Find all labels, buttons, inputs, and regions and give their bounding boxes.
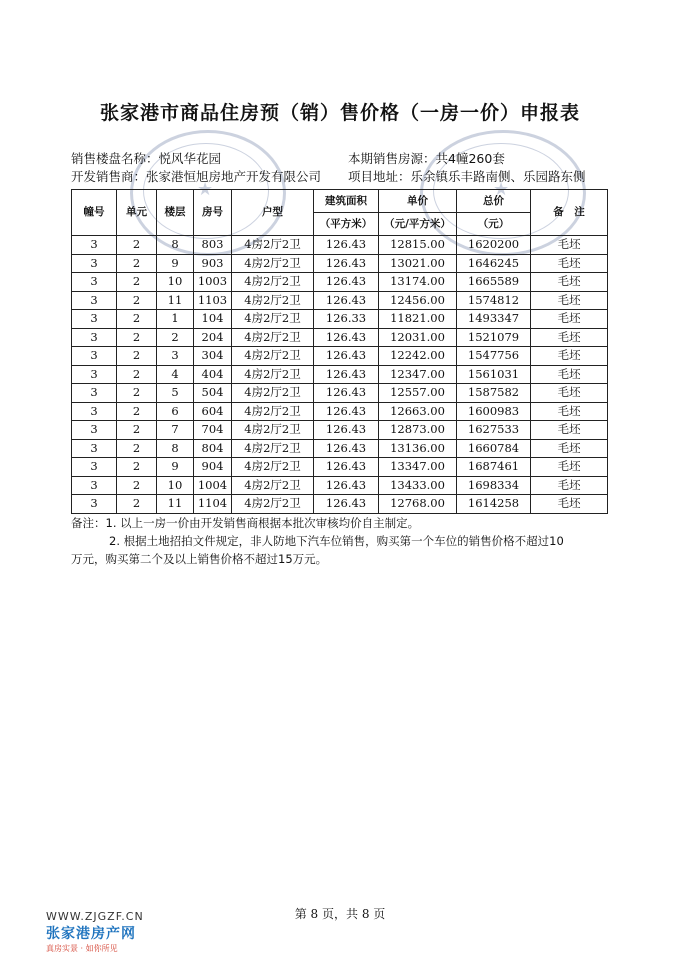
note-2-line-1: 2. 根据土地招拍文件规定，非人防地下汽车位销售，购买第一个车位的销售价格不超过10 — [109, 534, 564, 548]
address-value: 乐余镇乐丰路南侧、乐园路东侧 — [410, 169, 586, 184]
cell-layout: 4房2厅2卫 — [232, 495, 314, 514]
cell-area: 126.43 — [314, 476, 379, 495]
cell-unit-price: 12663.00 — [379, 402, 457, 421]
header-building: 幢号 — [72, 190, 117, 236]
table-row — [72, 347, 608, 366]
cell-remark: 毛坯 — [531, 347, 608, 366]
project-name-line — [71, 149, 221, 167]
cell-area: 126.43 — [314, 458, 379, 477]
cell-unit-price: 13433.00 — [379, 476, 457, 495]
table-row — [72, 365, 608, 384]
cell-building: 3 — [72, 495, 117, 514]
cell-floor: 10 — [157, 476, 194, 495]
cell-total: 1600983 — [457, 402, 531, 421]
cell-layout: 4房2厅2卫 — [232, 365, 314, 384]
table-row — [72, 291, 608, 310]
developer-label: 开发销售商： — [71, 169, 147, 184]
cell-unit: 2 — [117, 495, 157, 514]
cell-area: 126.33 — [314, 310, 379, 329]
cell-remark: 毛坯 — [531, 328, 608, 347]
table-body — [72, 236, 608, 514]
cell-unit-price: 13347.00 — [379, 458, 457, 477]
cell-remark: 毛坯 — [531, 365, 608, 384]
cell-remark: 毛坯 — [531, 291, 608, 310]
cell-remark: 毛坯 — [531, 384, 608, 403]
cell-total: 1587582 — [457, 384, 531, 403]
cell-floor: 6 — [157, 402, 194, 421]
header-area-unit: （平方米） — [314, 213, 379, 236]
cell-layout: 4房2厅2卫 — [232, 328, 314, 347]
cell-unit: 2 — [117, 291, 157, 310]
cell-floor: 9 — [157, 254, 194, 273]
cell-room: 904 — [194, 458, 232, 477]
cell-building: 3 — [72, 291, 117, 310]
note-1: 1. 以上一房一价由开发销售商根据本批次审核均价自主制定。 — [105, 516, 420, 530]
cell-unit-price: 13174.00 — [379, 273, 457, 292]
cell-remark: 毛坯 — [531, 254, 608, 273]
site-url: WWW.ZJGZF.CN — [46, 910, 144, 923]
cell-floor: 3 — [157, 347, 194, 366]
header-remark: 备 注 — [531, 190, 608, 236]
cell-area: 126.43 — [314, 402, 379, 421]
cell-remark: 毛坯 — [531, 421, 608, 440]
cell-area: 126.43 — [314, 328, 379, 347]
cell-area: 126.43 — [314, 291, 379, 310]
cell-remark: 毛坯 — [531, 476, 608, 495]
cell-area: 126.43 — [314, 347, 379, 366]
cell-remark: 毛坯 — [531, 273, 608, 292]
cell-room: 704 — [194, 421, 232, 440]
cell-unit: 2 — [117, 347, 157, 366]
developer-value: 张家港恒旭房地产开发有限公司 — [146, 169, 322, 184]
cell-unit-price: 11821.00 — [379, 310, 457, 329]
cell-floor: 1 — [157, 310, 194, 329]
cell-floor: 7 — [157, 421, 194, 440]
page-number: 第 8 页，共 8 页 — [294, 907, 386, 921]
cell-layout: 4房2厅2卫 — [232, 458, 314, 477]
table-row — [72, 236, 608, 255]
cell-unit: 2 — [117, 384, 157, 403]
cell-unit-price: 12873.00 — [379, 421, 457, 440]
cell-room: 1103 — [194, 291, 232, 310]
header-unit: 单元 — [117, 190, 157, 236]
cell-area: 126.43 — [314, 384, 379, 403]
cell-unit-price: 13136.00 — [379, 439, 457, 458]
cell-remark: 毛坯 — [531, 458, 608, 477]
cell-layout: 4房2厅2卫 — [232, 291, 314, 310]
cell-unit-price: 12557.00 — [379, 384, 457, 403]
cell-total: 1646245 — [457, 254, 531, 273]
cell-total: 1561031 — [457, 365, 531, 384]
cell-unit: 2 — [117, 273, 157, 292]
table-row — [72, 384, 608, 403]
cell-unit-price: 13021.00 — [379, 254, 457, 273]
cell-total: 1547756 — [457, 347, 531, 366]
cell-total: 1665589 — [457, 273, 531, 292]
cell-layout: 4房2厅2卫 — [232, 254, 314, 273]
cell-unit: 2 — [117, 476, 157, 495]
cell-building: 3 — [72, 439, 117, 458]
cell-building: 3 — [72, 458, 117, 477]
table-row — [72, 310, 608, 329]
cell-layout: 4房2厅2卫 — [232, 402, 314, 421]
site-name: 张家港房产网 — [46, 926, 136, 942]
note-2-line-2: 万元，购买第二个及以上销售价格不超过15万元。 — [71, 552, 328, 566]
cell-room: 304 — [194, 347, 232, 366]
project-name-value: 悦风华花园 — [158, 151, 222, 166]
header-floor: 楼层 — [157, 190, 194, 236]
cell-unit: 2 — [117, 365, 157, 384]
cell-unit-price: 12815.00 — [379, 236, 457, 255]
cell-total: 1521079 — [457, 328, 531, 347]
table-row — [72, 328, 608, 347]
cell-unit-price: 12347.00 — [379, 365, 457, 384]
cell-remark: 毛坯 — [531, 310, 608, 329]
cell-floor: 8 — [157, 439, 194, 458]
address-line — [348, 167, 586, 185]
table-row — [72, 458, 608, 477]
cell-building: 3 — [72, 328, 117, 347]
cell-unit-price: 12242.00 — [379, 347, 457, 366]
table-row — [72, 439, 608, 458]
developer-seal-stamp: ★ — [130, 130, 286, 256]
cell-total: 1493347 — [457, 310, 531, 329]
cell-remark: 毛坯 — [531, 495, 608, 514]
cell-floor: 9 — [157, 458, 194, 477]
header-unit-price-unit: （元/平方米） — [379, 213, 457, 236]
cell-unit: 2 — [117, 439, 157, 458]
cell-floor: 5 — [157, 384, 194, 403]
cell-unit-price: 12456.00 — [379, 291, 457, 310]
header-layout: 户型 — [232, 190, 314, 236]
cell-layout: 4房2厅2卫 — [232, 310, 314, 329]
developer-line — [71, 167, 321, 185]
cell-floor: 11 — [157, 495, 194, 514]
cell-area: 126.43 — [314, 236, 379, 255]
cell-unit: 2 — [117, 328, 157, 347]
cell-remark: 毛坯 — [531, 236, 608, 255]
table-row — [72, 421, 608, 440]
cell-total: 1687461 — [457, 458, 531, 477]
cell-total: 1574812 — [457, 291, 531, 310]
cell-unit-price: 12768.00 — [379, 495, 457, 514]
cell-building: 3 — [72, 254, 117, 273]
cell-room: 504 — [194, 384, 232, 403]
cell-unit: 2 — [117, 310, 157, 329]
cell-room: 804 — [194, 439, 232, 458]
table-row — [72, 495, 608, 514]
cell-unit: 2 — [117, 421, 157, 440]
cell-building: 3 — [72, 421, 117, 440]
header-total: 总价 — [457, 190, 531, 213]
cell-unit: 2 — [117, 236, 157, 255]
header-area: 建筑面积 — [314, 190, 379, 213]
cell-total: 1620200 — [457, 236, 531, 255]
listing-value: 共4幢260套 — [435, 151, 505, 166]
cell-total: 1698334 — [457, 476, 531, 495]
cell-unit: 2 — [117, 402, 157, 421]
cell-room: 1004 — [194, 476, 232, 495]
cell-area: 126.43 — [314, 495, 379, 514]
cell-remark: 毛坯 — [531, 439, 608, 458]
cell-unit: 2 — [117, 254, 157, 273]
header-total-unit: （元） — [457, 213, 531, 236]
cell-building: 3 — [72, 402, 117, 421]
cell-building: 3 — [72, 236, 117, 255]
cell-building: 3 — [72, 273, 117, 292]
cell-building: 3 — [72, 476, 117, 495]
cell-room: 104 — [194, 310, 232, 329]
price-table — [71, 189, 608, 514]
cell-layout: 4房2厅2卫 — [232, 347, 314, 366]
table-row — [72, 402, 608, 421]
cell-layout: 4房2厅2卫 — [232, 421, 314, 440]
cell-layout: 4房2厅2卫 — [232, 384, 314, 403]
site-slogan: 真房实景 · 如你所见 — [46, 944, 118, 953]
cell-floor: 10 — [157, 273, 194, 292]
table-row — [72, 254, 608, 273]
cell-layout: 4房2厅2卫 — [232, 439, 314, 458]
cell-room: 803 — [194, 236, 232, 255]
cell-building: 3 — [72, 365, 117, 384]
notes-section — [71, 514, 611, 568]
cell-area: 126.43 — [314, 273, 379, 292]
listing-line — [348, 149, 505, 167]
cell-building: 3 — [72, 384, 117, 403]
cell-unit-price: 12031.00 — [379, 328, 457, 347]
cell-area: 126.43 — [314, 254, 379, 273]
cell-layout: 4房2厅2卫 — [232, 273, 314, 292]
cell-remark: 毛坯 — [531, 402, 608, 421]
cell-floor: 4 — [157, 365, 194, 384]
bureau-seal-stamp: ★ — [420, 130, 586, 256]
address-label: 项目地址： — [348, 169, 411, 184]
table-row — [72, 273, 608, 292]
cell-room: 903 — [194, 254, 232, 273]
cell-room: 1104 — [194, 495, 232, 514]
listing-label: 本期销售房源： — [348, 151, 436, 166]
project-name-label: 销售楼盘名称： — [71, 151, 159, 166]
table-header-row — [72, 190, 608, 213]
table-row — [72, 476, 608, 495]
cell-area: 126.43 — [314, 421, 379, 440]
cell-building: 3 — [72, 310, 117, 329]
header-unit-price: 单价 — [379, 190, 457, 213]
cell-floor: 2 — [157, 328, 194, 347]
cell-total: 1627533 — [457, 421, 531, 440]
cell-room: 404 — [194, 365, 232, 384]
site-logo — [46, 910, 144, 954]
document-title: 张家港市商品住房预（销）售价格（一房一价）申报表 — [99, 102, 580, 124]
cell-total: 1614258 — [457, 495, 531, 514]
cell-floor: 8 — [157, 236, 194, 255]
cell-room: 204 — [194, 328, 232, 347]
cell-layout: 4房2厅2卫 — [232, 236, 314, 255]
cell-room: 1003 — [194, 273, 232, 292]
cell-building: 3 — [72, 347, 117, 366]
header-room: 房号 — [194, 190, 232, 236]
cell-unit: 2 — [117, 458, 157, 477]
cell-room: 604 — [194, 402, 232, 421]
cell-total: 1660784 — [457, 439, 531, 458]
cell-floor: 11 — [157, 291, 194, 310]
cell-layout: 4房2厅2卫 — [232, 476, 314, 495]
cell-area: 126.43 — [314, 365, 379, 384]
cell-area: 126.43 — [314, 439, 379, 458]
notes-label: 备注： — [71, 516, 106, 530]
